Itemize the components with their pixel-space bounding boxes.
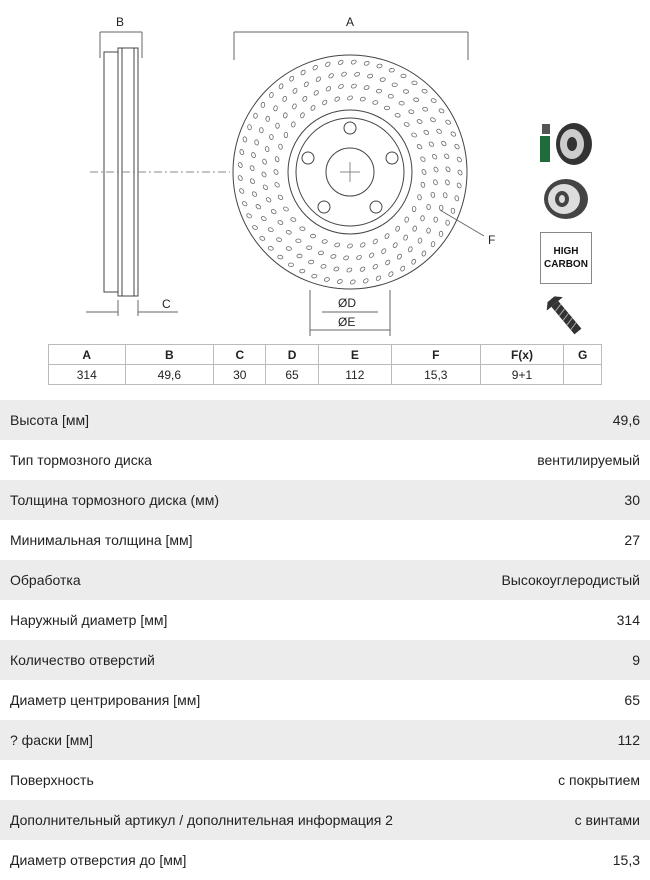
drill-hole — [300, 69, 306, 75]
drill-hole — [333, 266, 339, 271]
dim-value-c: 30 — [214, 365, 266, 385]
spec-row-height — [0, 400, 650, 440]
drill-hole — [338, 84, 344, 90]
drill-hole — [351, 83, 357, 89]
spec-value: Высокоуглеродистый — [501, 572, 640, 588]
spec-value: вентилируемый — [537, 452, 640, 468]
drill-hole — [337, 279, 343, 284]
drill-hole — [283, 206, 289, 212]
drill-hole — [266, 116, 270, 121]
drill-hole — [427, 204, 431, 210]
spec-label: ? фаски [мм] — [10, 732, 93, 748]
drill-hole — [338, 59, 344, 65]
spec-row-disc-thickness — [0, 480, 650, 520]
spec-row-hole-diameter — [0, 840, 650, 880]
drill-hole — [454, 143, 460, 149]
side-view — [86, 32, 230, 316]
drill-hole — [347, 95, 353, 101]
drill-hole — [265, 197, 271, 203]
drill-hole — [242, 201, 248, 207]
drill-hole — [292, 88, 298, 94]
drill-hole — [265, 146, 270, 152]
drill-hole — [421, 250, 426, 256]
drill-hole — [318, 251, 324, 255]
drill-hole — [275, 156, 280, 162]
drill-hole — [254, 139, 259, 145]
spec-label: Наружный диаметр [мм] — [10, 612, 168, 628]
drill-hole — [457, 182, 462, 188]
disc-profile-icon — [538, 177, 594, 226]
drill-hole — [360, 97, 366, 102]
drill-hole — [385, 259, 391, 265]
spec-label: Толщина тормозного диска (мм) — [10, 492, 220, 508]
drill-hole — [325, 61, 331, 67]
drill-hole — [456, 156, 462, 162]
drill-hole — [367, 74, 373, 79]
drill-hole — [395, 113, 401, 117]
drill-hole — [286, 230, 292, 235]
drill-hole — [412, 81, 418, 85]
technical-drawing — [0, 0, 650, 382]
drill-hole — [422, 89, 428, 94]
drill-hole — [445, 166, 451, 172]
drill-hole — [261, 102, 265, 108]
drill-hole — [445, 119, 451, 125]
dim-value-f: 15,3 — [391, 365, 480, 385]
drill-hole — [296, 239, 302, 243]
drill-hole — [237, 162, 243, 168]
drill-hole — [439, 231, 443, 236]
drill-hole — [324, 277, 330, 282]
spec-value: 30 — [624, 492, 640, 508]
drill-hole — [400, 265, 406, 271]
drill-hole — [237, 175, 243, 181]
spec-label: Минимальная толщина [мм] — [10, 532, 193, 548]
drill-hole — [346, 267, 352, 273]
drill-hole — [450, 131, 456, 137]
dim-value-fx: 9+1 — [480, 365, 564, 385]
drill-hole — [408, 109, 414, 114]
drill-hole — [247, 124, 251, 130]
dim-header-d: D — [266, 345, 318, 365]
drill-hole — [246, 213, 252, 219]
drill-hole — [259, 236, 265, 241]
dim-header-fx: F(x) — [480, 345, 564, 365]
drill-hole — [268, 246, 274, 251]
drill-hole — [441, 140, 447, 146]
dim-label-b: B — [116, 15, 125, 29]
drill-hole — [445, 179, 450, 185]
drill-hole — [255, 204, 261, 210]
spec-row-outer-diameter — [0, 600, 650, 640]
drill-hole — [347, 243, 353, 249]
spec-label: Диаметр отверстия до [мм] — [10, 852, 187, 868]
spec-value: с винтами — [574, 812, 640, 828]
drill-hole — [292, 103, 297, 109]
drill-hole — [403, 89, 408, 93]
drill-hole — [431, 192, 436, 198]
drill-hole — [430, 117, 436, 123]
drill-hole — [289, 76, 295, 82]
drill-hole — [381, 248, 387, 254]
drill-hole — [421, 169, 427, 175]
spec-row-surface — [0, 760, 650, 800]
spec-value: 15,3 — [612, 852, 640, 868]
spec-row-processing — [0, 560, 650, 600]
drill-hole — [457, 169, 463, 175]
drill-hole — [278, 83, 283, 89]
drill-hole — [392, 83, 397, 87]
spec-row-disc-type — [0, 440, 650, 480]
drill-hole — [286, 246, 292, 250]
drill-hole — [261, 171, 267, 177]
drill-hole — [388, 271, 394, 277]
dim-header-c: C — [214, 345, 266, 365]
drill-hole — [360, 242, 366, 248]
drill-hole — [277, 255, 283, 259]
drill-hole — [431, 241, 436, 247]
dim-value-b: 49,6 — [125, 365, 214, 385]
drill-hole — [418, 238, 423, 244]
drill-hole — [268, 227, 274, 232]
spec-label: Тип тормозного диска — [10, 452, 152, 468]
drill-hole — [389, 68, 395, 72]
badge-line-2: CARBON — [544, 259, 588, 270]
drill-hole — [372, 264, 378, 270]
drill-hole — [421, 216, 425, 221]
drill-hole — [252, 225, 258, 231]
drill-hole — [359, 266, 365, 272]
drill-hole — [313, 90, 319, 96]
drill-hole — [399, 101, 405, 105]
drill-hole — [343, 255, 349, 261]
dim-header-e: E — [318, 345, 391, 365]
dimensions-header-row — [49, 345, 602, 365]
drill-hole — [356, 255, 362, 261]
drill-hole — [364, 61, 370, 66]
drill-hole — [372, 100, 378, 104]
dim-header-a: A — [49, 345, 126, 365]
drill-hole — [328, 73, 334, 79]
drill-hole — [432, 154, 438, 160]
drill-hole — [446, 220, 450, 225]
drill-hole — [451, 208, 455, 214]
screw-icon — [538, 292, 594, 349]
drill-hole — [384, 106, 389, 110]
spec-value: 27 — [624, 532, 640, 548]
drill-hole — [278, 144, 282, 150]
drill-hole — [284, 132, 288, 137]
drill-hole — [297, 254, 302, 258]
dim-value-e: 112 — [318, 365, 391, 385]
drill-hole — [423, 129, 429, 135]
disc-sensor-icon — [538, 120, 594, 171]
drill-hole — [322, 239, 328, 243]
drill-hole — [413, 97, 419, 102]
spec-value: 314 — [616, 612, 640, 628]
drill-hole — [436, 128, 442, 134]
drill-hole — [438, 108, 444, 114]
drill-hole — [443, 192, 448, 198]
drill-hole — [341, 71, 347, 77]
drill-hole — [395, 226, 400, 232]
dimensions-table — [48, 344, 602, 385]
drill-hole — [404, 122, 410, 127]
drill-hole — [368, 252, 374, 258]
drill-hole — [276, 123, 280, 128]
drill-hole — [290, 217, 296, 222]
drill-hole — [276, 237, 282, 242]
drill-hole — [434, 217, 438, 222]
drill-hole — [251, 152, 256, 158]
drill-hole — [431, 98, 437, 103]
drill-hole — [433, 166, 439, 172]
drill-hole — [411, 259, 416, 265]
specifications-list — [0, 400, 650, 880]
drill-hole — [408, 246, 413, 252]
spec-label: Диаметр центрирования [мм] — [10, 692, 201, 708]
drill-hole — [291, 122, 295, 128]
drill-hole — [439, 205, 443, 211]
drill-hole — [404, 217, 408, 223]
spec-value: 65 — [624, 692, 640, 708]
drill-hole — [426, 228, 430, 234]
drill-hole — [308, 260, 314, 264]
dim-header-f: F — [391, 345, 480, 365]
spec-label: Высота [мм] — [10, 412, 89, 428]
spec-label: Дополнительный артикул / дополнительная информация 2 — [10, 812, 393, 828]
drill-hole — [269, 134, 273, 140]
spec-value: 9 — [632, 652, 640, 668]
drill-hole — [375, 275, 381, 281]
drill-hole — [350, 279, 356, 285]
drill-hole — [249, 178, 255, 184]
dim-header-b: B — [125, 345, 214, 365]
spec-row-additional-info — [0, 800, 650, 840]
drill-hole — [454, 195, 459, 201]
drill-hole — [372, 238, 378, 244]
dim-label-e: ØE — [338, 315, 356, 329]
drill-hole — [416, 144, 422, 150]
drill-hole — [262, 159, 267, 165]
drill-hole — [283, 112, 288, 118]
drill-hole — [422, 107, 428, 112]
dim-value-g — [564, 365, 602, 385]
drill-hole — [310, 234, 315, 238]
spec-value: 49,6 — [612, 412, 640, 428]
feature-icons — [538, 120, 600, 355]
drill-hole — [273, 169, 279, 175]
spec-row-chamfer — [0, 720, 650, 760]
drill-hole — [403, 235, 408, 241]
drill-hole — [433, 179, 438, 185]
dimensions-value-row — [49, 365, 602, 385]
drill-hole — [273, 105, 277, 111]
drill-hole — [420, 182, 425, 188]
drill-hole — [271, 209, 277, 215]
drill-hole — [239, 149, 244, 155]
drill-hole — [303, 81, 309, 87]
drill-hole — [364, 85, 370, 90]
drill-hole — [334, 96, 340, 102]
drill-hole — [428, 141, 434, 147]
drill-hole — [312, 64, 318, 70]
dim-label-f: F — [488, 233, 496, 247]
drill-hole — [288, 263, 293, 267]
dim-label-c: C — [162, 297, 171, 311]
drill-hole — [239, 188, 245, 194]
drill-hole — [254, 113, 258, 118]
spec-label: Обработка — [10, 572, 81, 588]
drill-hole — [397, 253, 403, 259]
drill-hole — [388, 94, 393, 98]
drill-hole — [274, 182, 280, 188]
drill-hole — [302, 96, 308, 102]
spec-row-hole-count — [0, 640, 650, 680]
drill-hole — [354, 72, 360, 78]
drill-hole — [277, 194, 283, 200]
drill-hole — [330, 254, 336, 259]
drill-hole — [282, 96, 287, 102]
drill-hole — [269, 92, 274, 98]
spec-value: с покрытием — [558, 772, 640, 788]
dim-value-d: 65 — [266, 365, 318, 385]
drill-hole — [363, 278, 369, 284]
drill-hole — [351, 59, 357, 65]
drill-hole — [300, 269, 305, 273]
drill-hole — [417, 194, 421, 200]
drill-hole — [377, 64, 383, 69]
drill-hole — [384, 233, 390, 239]
drill-hole — [300, 226, 306, 230]
drill-hole — [251, 191, 257, 197]
drill-hole — [261, 216, 267, 222]
spec-row-min-thickness — [0, 520, 650, 560]
drill-hole — [259, 127, 263, 132]
spec-label: Поверхность — [10, 772, 94, 788]
drill-hole — [416, 119, 422, 124]
dim-value-a: 314 — [49, 365, 126, 385]
drill-hole — [412, 206, 416, 211]
drill-hole — [300, 112, 305, 118]
dim-label-a: A — [346, 15, 355, 29]
spec-label: Количество отверстий — [10, 652, 155, 668]
badge-line-1: HIGH — [553, 246, 579, 257]
dim-header-g: G — [564, 345, 602, 365]
drill-hole — [307, 246, 312, 250]
dim-label-d: ØD — [338, 296, 356, 310]
drill-hole — [277, 220, 283, 225]
drill-hole — [380, 77, 386, 81]
drill-hole — [411, 132, 417, 138]
drill-hole — [392, 242, 398, 248]
drill-hole — [249, 165, 255, 171]
drill-hole — [310, 105, 316, 111]
drill-hole — [325, 86, 331, 92]
drill-hole — [322, 99, 328, 105]
drill-hole — [315, 76, 321, 82]
drill-hole — [401, 74, 406, 78]
drill-hole — [444, 153, 450, 159]
drill-hole — [420, 156, 426, 162]
drill-hole — [243, 136, 248, 142]
high-carbon-badge — [540, 232, 592, 284]
drill-hole — [321, 264, 327, 269]
drill-hole — [412, 226, 417, 232]
spec-value: 112 — [617, 732, 640, 748]
spec-row-centering-diameter — [0, 680, 650, 720]
drill-hole — [334, 242, 340, 247]
drill-hole — [376, 89, 382, 93]
drill-hole — [311, 274, 317, 279]
drill-hole — [262, 184, 268, 190]
